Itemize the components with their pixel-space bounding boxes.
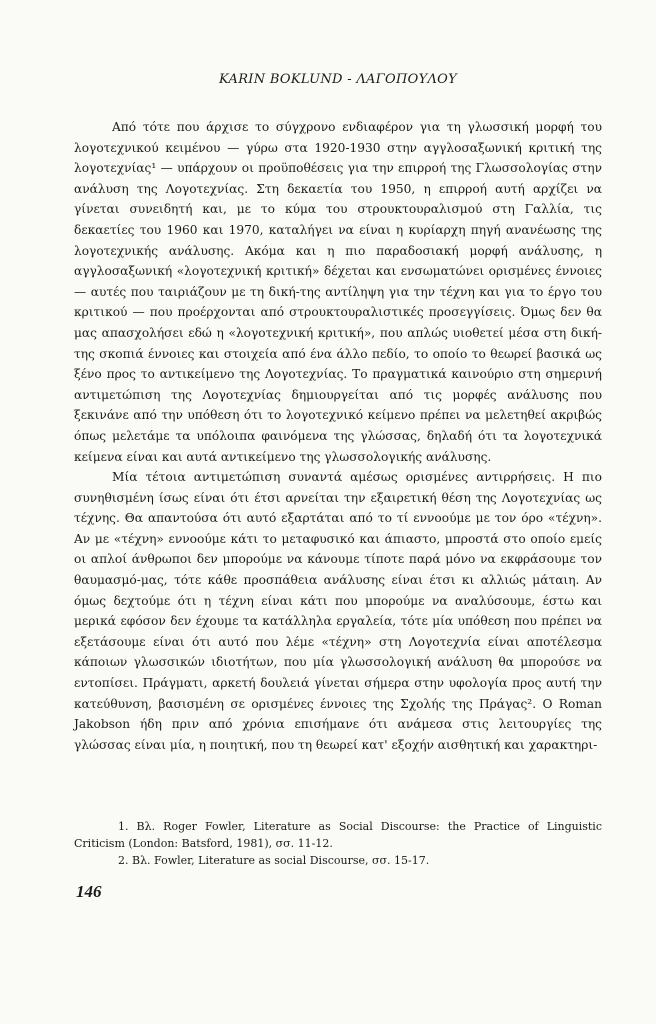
running-head: KARIN BOKLUND - ΛΑΓΟΠΟΥΛΟΥ — [219, 72, 457, 87]
page-content — [74, 72, 602, 755]
footnote: 1. Βλ. Roger Fowler, Literature as Social Discourse: the Practice of Linguistic Criticism (London: Batsford, 1981), σσ. 11-12. — [74, 820, 602, 850]
paragraph: Από τότε που άρχισε το σύγχρονο ενδιαφέρον για τη γλωσσική μορφή του λογοτεχνικού κειμένου — γύρω στα 1920-1930 στην αγγλοσαξωνική κριτική της λογοτεχνίας¹ — υπάρχουν οι προϋποθέσεις για την επιρροή της Γλωσσολογίας στην ανάλυση της Λογοτεχνίας. Στη δεκαετία του 1950, η επιρροή αυτή αρχίζει να γίνεται συνειδητή και, με το κύμα του στρουκτουραλισμού στη Γαλλία, τις δεκαετίες του 1960 και 1970, καταλήγει να είναι η κυρίαρχη πηγή ανανέωσης της λογοτεχνικής ανάλυσης. Ακόμα και η πιο παραδοσιακή μορφή ανάλυσης, η αγγλοσαξωνική «λογοτεχνική κριτική» δέχεται και ενσωματώνει ορισμένες έννοιες — αυτές που ταιριάζουν με τη δική-της αντίληψη για την τέχνη και για το έργο του κριτικού — που προέρχονται από στρουκτουραλιστικές προσεγγίσεις. Όμως δεν θα μας απασχολήσει εδώ η «λογοτεχνική κριτική», που απλώς υιοθετεί μέσα στη δική-της σκοπιά έννοιες και στοιχεία από ένα άλλο πεδίο, το οποίο το θεωρεί βασικά ως ξένο προς το αντικείμενο της Λογοτεχνίας. Το πραγματικά καινούριο στη σημερινή αντιμετώπιση της Λογοτεχνίας δημιουργείται από τις μορφές ανάλυσης που ξεκινάνε από την υπόθεση ότι το λογοτεχνικό κείμενο πρέπει να μελετηθεί ακριβώς όπως μελετάμε τα υπόλοιπα φαινόμενα της γλώσσας, δηλαδή ότι τα λογοτεχνικά κείμενα είναι και αυτά αντικείμενο της γλωσσολογικής ανάλυσης. — [74, 120, 602, 464]
body-text — [74, 117, 602, 755]
footnotes — [74, 818, 602, 869]
paragraph: Μία τέτοια αντιμετώπιση συναντά αμέσως ορισμένες αντιρρήσεις. Η πιο συνηθισμένη ίσως είναι ότι έτσι αρνείται την εξαιρετική θέση της Λογοτεχνίας ως τέχνης. Θα απαντούσα ότι αυτό εξαρτάται από το τί εννοούμε με τον όρο «τέχνη». Αν με «τέχνη» εννοούμε κάτι το μεταφυσικό και άπιαστο, μπροστά στο οποίο εμείς οι απλοί άνθρωποι δεν μπορούμε να κάνουμε τίποτε παρά μόνο να εκφράσουμε τον θαυμασμό-μας, τότε κάθε προσπάθεια ανάλυσης είναι έτσι κι αλλιώς μάταιη. Αν όμως δεχτούμε ότι η τέχνη είναι κάτι που μπορούμε να αναλύσουμε, έστω και μερικά εφόσον δεν έχουμε τα κατάλληλα εργαλεία, τότε μία υπόθεση που πρέπει να εξετάσουμε είναι ότι αυτό που λέμε «τέχνη» στη Λογοτεχνία είναι αποτέλεσμα κάποιων γλωσσικών ιδιοτήτων, που μία γλωσσολογική ανάλυση θα μπορούσε να εντοπίσει. Πράγματι, αρκετή δουλειά γίνεται σήμερα στην υφολογία προς αυτή την κατεύθυνση, βασισμένη σε ορισμένες έννοιες της Σχολής της Πράγας². Ο Roman Jakobson ήδη πριν από χρόνια επισήμανε ότι ανάμεσα στις λειτουργίες της γλώσσας είναι μία, η ποιητική, που τη θεωρεί κατ' εξοχήν αισθητική και χαρακτηρι- — [74, 470, 602, 752]
footnote: 2. Βλ. Fowler, Literature as social Discourse, σσ. 15-17. — [118, 854, 430, 867]
page-number: 146 — [76, 882, 102, 901]
